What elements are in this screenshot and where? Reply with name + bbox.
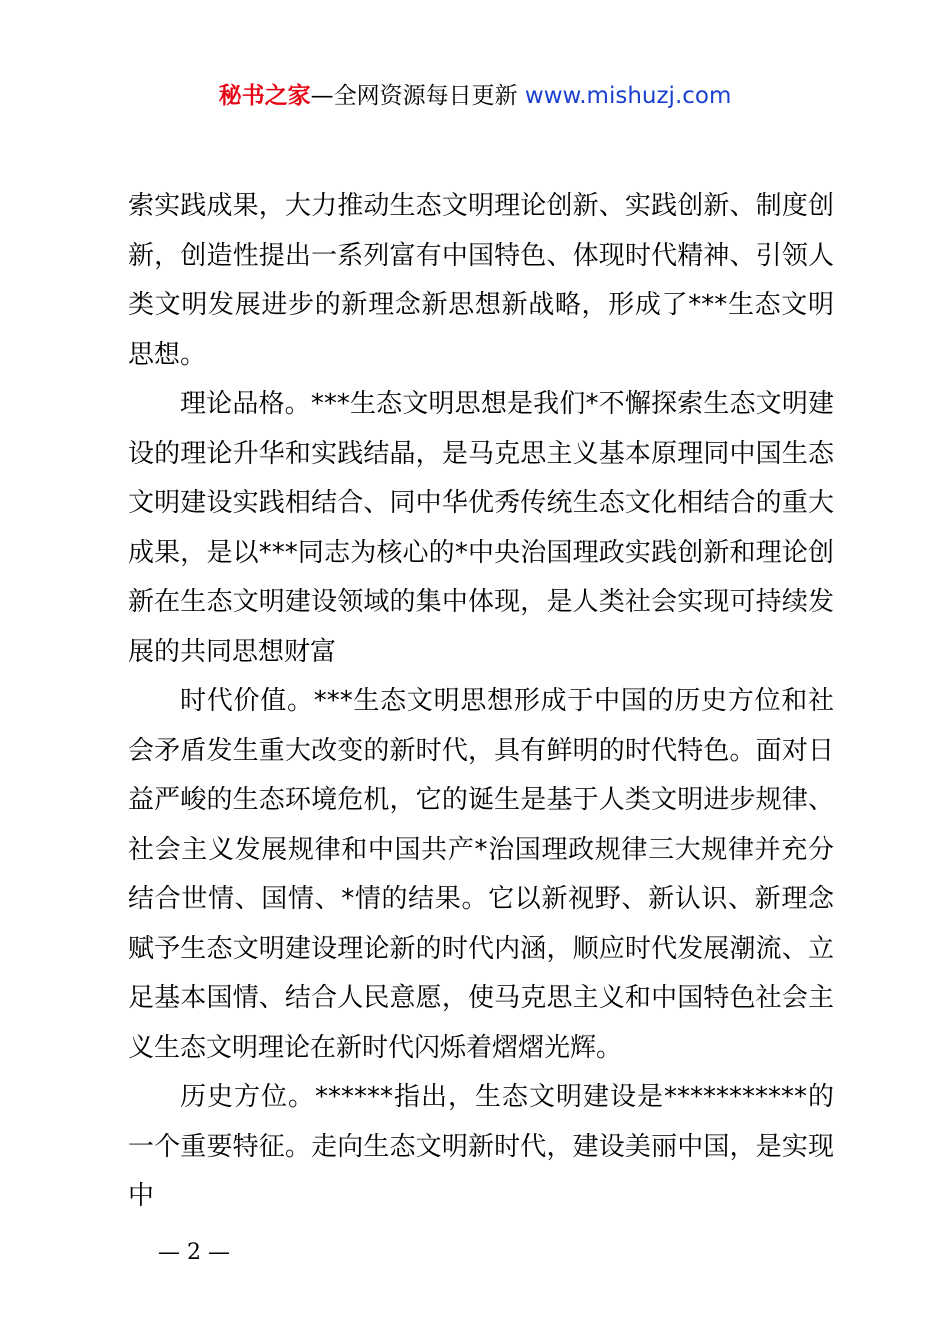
- paragraph-theory-character: 理论品格。***生态文明思想是我们*不懈探索生态文明建设的理论升华和实践结晶，是马克思主义基本原理同中国生态文明建设实践相结合、同中华优秀传统生态文化相结合的重大成果，是以***同志为核心的*中央治国理政实践创新和理论创新在生态文明建设领域的集中体现，是人类社会实现可持续发展的共同思想财富: [128, 389, 834, 667]
- header-tagline: —全网资源每日更新: [310, 83, 518, 109]
- paragraph-continuation: 索实践成果，大力推动生态文明理论创新、实践创新、制度创新，创造性提出一系列富有中国特色、体现时代精神、引领人类文明发展进步的新理念新思想新战略，形成了***生态文明思想。: [128, 191, 834, 370]
- paragraph-era-value: 时代价值。***生态文明思想形成于中国的历史方位和社会矛盾发生重大改变的新时代，具有鲜明的时代特色。面对日益严峻的生态环境危机，它的诞生是基于人类文明进步规律、社会主义发展规律和中国共产*治国理政规律三大规律并充分结合世情、国情、*情的结果。它以新视野、新认识、新理念赋予生态文明建设理论新的时代内涵，顺应时代发展潮流、立足基本国情、结合人民意愿，使马克思主义和中国特色社会主义生态文明理论在新时代闪烁着熠熠光辉。: [128, 686, 834, 1063]
- site-header: [0, 80, 950, 112]
- brand-name: 秘书之家: [218, 83, 311, 109]
- page-number: — 2 —: [158, 1240, 230, 1265]
- paragraph-historical-position: 历史方位。******指出，生态文明建设是***********的一个重要特征。走向生态文明新时代，建设美丽中国，是实现中: [128, 1082, 834, 1211]
- site-url-link[interactable]: www.mishuzj.com: [524, 83, 732, 109]
- document-body: [128, 182, 834, 1222]
